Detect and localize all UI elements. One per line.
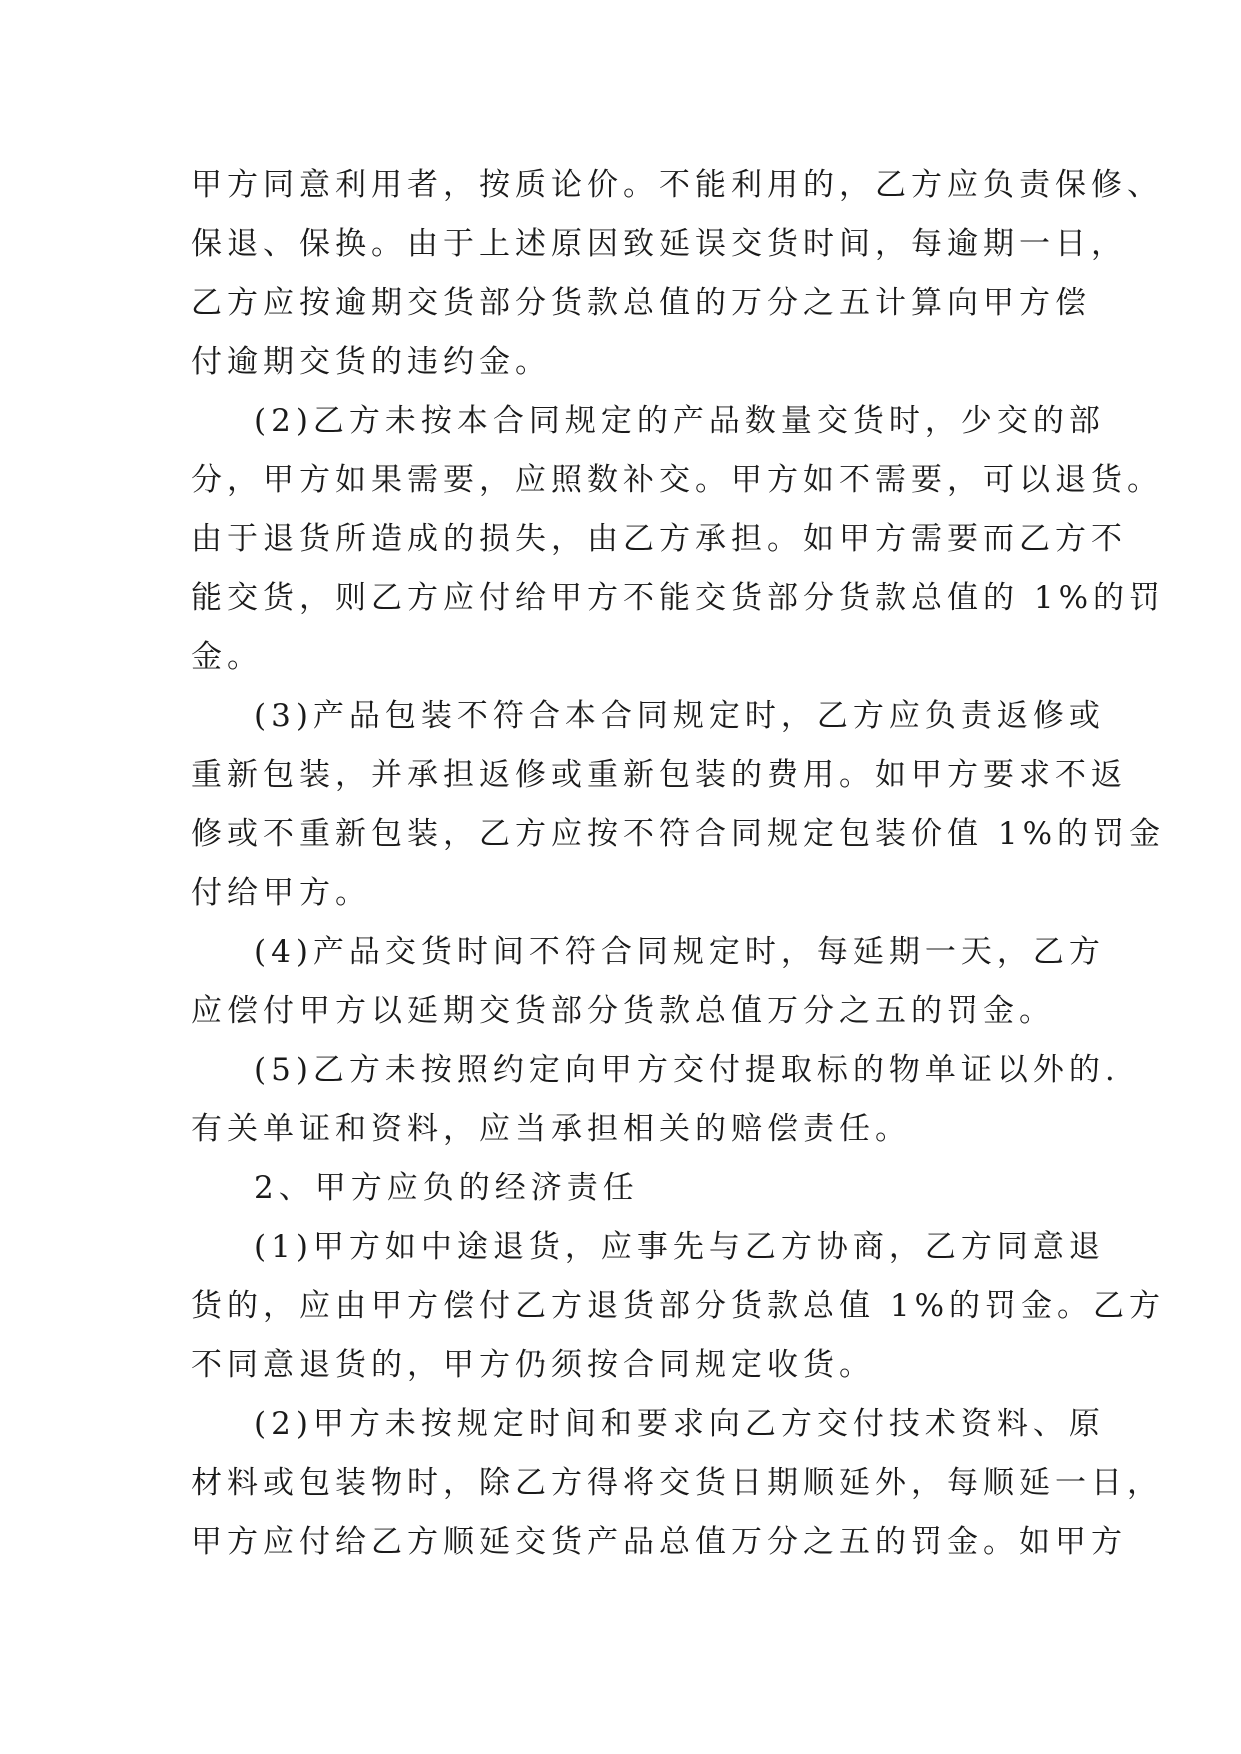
text-line: 修或不重新包装，乙方应按不符合同规定包装价值 1%的罚金 <box>191 816 1166 852</box>
section-heading: 2、甲方应负的经济责任 <box>254 1170 639 1206</box>
text-line: 不同意退货的，甲方仍须按合同规定收货。 <box>191 1347 875 1383</box>
document-body <box>191 156 1166 1572</box>
text-line: 付给甲方。 <box>191 875 371 911</box>
text-line: 保退、保换。由于上述原因致延误交货时间，每逾期一日， <box>191 226 1127 262</box>
text-line: (2)甲方未按规定时间和要求向乙方交付技术资料、原 <box>254 1406 1105 1442</box>
text-line: 分，甲方如果需要，应照数补交。甲方如不需要，可以退货。 <box>191 462 1163 498</box>
text-line: (2)乙方未按本合同规定的产品数量交货时，少交的部 <box>254 403 1105 439</box>
text-line: 能交货，则乙方应付给甲方不能交货部分货款总值的 1%的罚 <box>191 580 1166 616</box>
text-line: 金。 <box>191 639 263 675</box>
text-line: 应偿付甲方以延期交货部分货款总值万分之五的罚金。 <box>191 993 1055 1029</box>
text-line: (3)产品包装不符合本合同规定时，乙方应负责返修或 <box>254 698 1105 734</box>
text-line: 甲方应付给乙方顺延交货产品总值万分之五的罚金。如甲方 <box>191 1524 1127 1560</box>
text-line: (1)甲方如中途退货，应事先与乙方协商，乙方同意退 <box>254 1229 1105 1265</box>
text-line: 甲方同意利用者，按质论价。不能利用的，乙方应负责保修、 <box>191 167 1163 203</box>
text-line: 由于退货所造成的损失，由乙方承担。如甲方需要而乙方不 <box>191 521 1127 557</box>
text-line: (5)乙方未按照约定向甲方交付提取标的物单证以外的. <box>254 1052 1120 1088</box>
text-line: (4)产品交货时间不符合同规定时，每延期一天，乙方 <box>254 934 1105 970</box>
text-line: 付逾期交货的违约金。 <box>191 344 551 380</box>
text-line: 货的，应由甲方偿付乙方退货部分货款总值 1%的罚金。乙方 <box>191 1288 1166 1324</box>
text-line: 材料或包装物时，除乙方得将交货日期顺延外，每顺延一日， <box>191 1465 1163 1501</box>
text-line: 重新包装，并承担返修或重新包装的费用。如甲方要求不返 <box>191 757 1127 793</box>
text-line: 有关单证和资料，应当承担相关的赔偿责任。 <box>191 1111 911 1147</box>
text-line: 乙方应按逾期交货部分货款总值的万分之五计算向甲方偿 <box>191 285 1091 321</box>
